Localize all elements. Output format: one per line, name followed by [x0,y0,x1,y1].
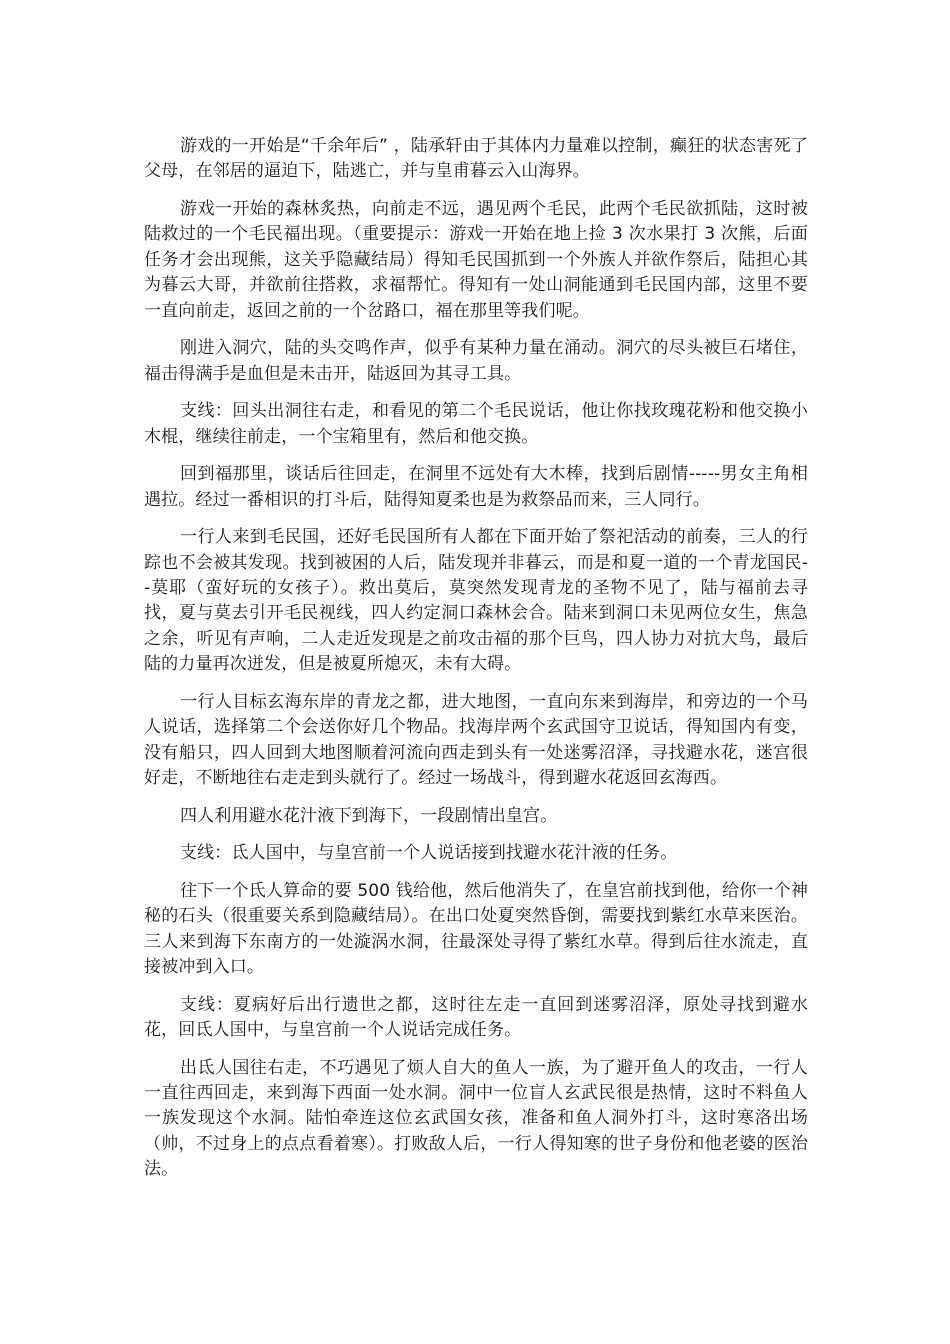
paragraph-5: 回到福那里，谈话后往回走，在洞里不远处有大木棒，找到后剧情-----男女主角相遇拉。经过一番相识的打斗后，陆得知夏柔也是为救祭品而来，三人同行。 [144,464,808,510]
paragraph-4: 支线：回头出洞往右走，和看见的第二个毛民说话，他让你找玫瑰花粉和他交换小木棍，继续往前走，一个宝箱里有，然后和他交换。 [144,401,808,447]
paragraph-1: 游戏的一开始是“千余年后” ，陆承轩由于其体内力量难以控制，癫狂的状态害死了父母，在邻居的逼迫下，陆逃亡，并与皇甫暮云入山海界。 [144,136,808,182]
paragraph-2: 游戏一开始的森林炙热，向前走不远，遇见两个毛民，此两个毛民欲抓陆，这时被陆救过的一个毛民福出现。（重要提示：游戏一开始在地上捡 3 次水果打 3 次熊，后面任务才会出现熊，这关乎隐藏结局）得知毛民国抓到一个外族人并欲作祭后，陆担心其为暮云大哥，并欲前往搭救，求福帮忙。得知有一处山洞能通到毛民国内部，这里不要一直向前走，返回之前的一个岔路口，福在那里等我们呢。 [144,199,808,321]
paragraph-8: 四人利用避水花汁液下到海下，一段剧情出皇宫。 [180,805,558,826]
paragraph-6: 一行人来到毛民国，还好毛民国所有人都在下面开始了祭祀活动的前奏，三人的行踪也不会被其发现。找到被困的人后，陆发现并非暮云，而是和夏一道的一个青龙国民--莫耶（蛮好玩的女孩子）。救出莫后，莫突然发现青龙的圣物不见了，陆与福前去寻找，夏与莫去引开毛民视线，四人约定洞口森林会合。陆来到洞口未见两位女生，焦急之余，听见有声响，二人走近发现是之前攻击福的那个巨鸟，四人协力对抗大鸟，最后陆的力量再次迸发，但是被夏所熄灭，未有大碍。 [144,527,808,675]
paragraph-10: 往下一个氐人算命的要 500 钱给他，然后他消失了，在皇宫前找到他，给你一个神秘的石头（很重要关系到隐藏结局）。在出口处夏突然昏倒，需要找到紫红水草来医治。三人来到海下东南方的一处漩涡水洞，往最深处寻得了紫红水草。得到后往水流走，直接被冲到入口。 [144,880,808,978]
paragraph-3: 刚进入洞穴，陆的头交鸣作声，似乎有某种力量在涌动。洞穴的尽头被巨石堵住，福击得满手是血但是未击开，陆返回为其寻工具。 [144,338,808,384]
paragraph-11: 支线：夏病好后出行遗世之都，这时往左走一直回到迷雾沼泽，原处寻找到避水花，回氐人国中，与皇宫前一个人说话完成任务。 [144,994,808,1041]
document-page [144,134,808,1195]
paragraph-9: 支线：氐人国中，与皇宫前一个人说话接到找避水花汁液的任务。 [180,843,678,864]
paragraph-12: 出氐人国往右走，不巧遇见了烦人自大的鱼人一族，为了避开鱼人的攻击，一行人一直往西回走，来到海下西面一处水洞。洞中一位盲人玄武民很是热情，这时不料鱼人一族发现这个水洞。陆怕牵连这位玄武国女孩，准备和鱼人洞外打斗，这时寒洛出场（帅，不过身上的点点看着寒）。打败敌人后，一行人得知寒的世子身份和他老婆的医治法。 [144,1057,808,1180]
paragraph-7: 一行人目标玄海东岸的青龙之都，进大地图，一直向东来到海岸，和旁边的一个马人说话，选择第二个会送你好几个物品。找海岸两个玄武国守卫说话，得知国内有变，没有船只，四人回到大地图顺着河流向西走到头有一处迷雾沼泽，寻找避水花，迷宫很好走，不断地往右走走到头就行了。经过一场战斗，得到避水花返回玄海西。 [144,691,808,789]
